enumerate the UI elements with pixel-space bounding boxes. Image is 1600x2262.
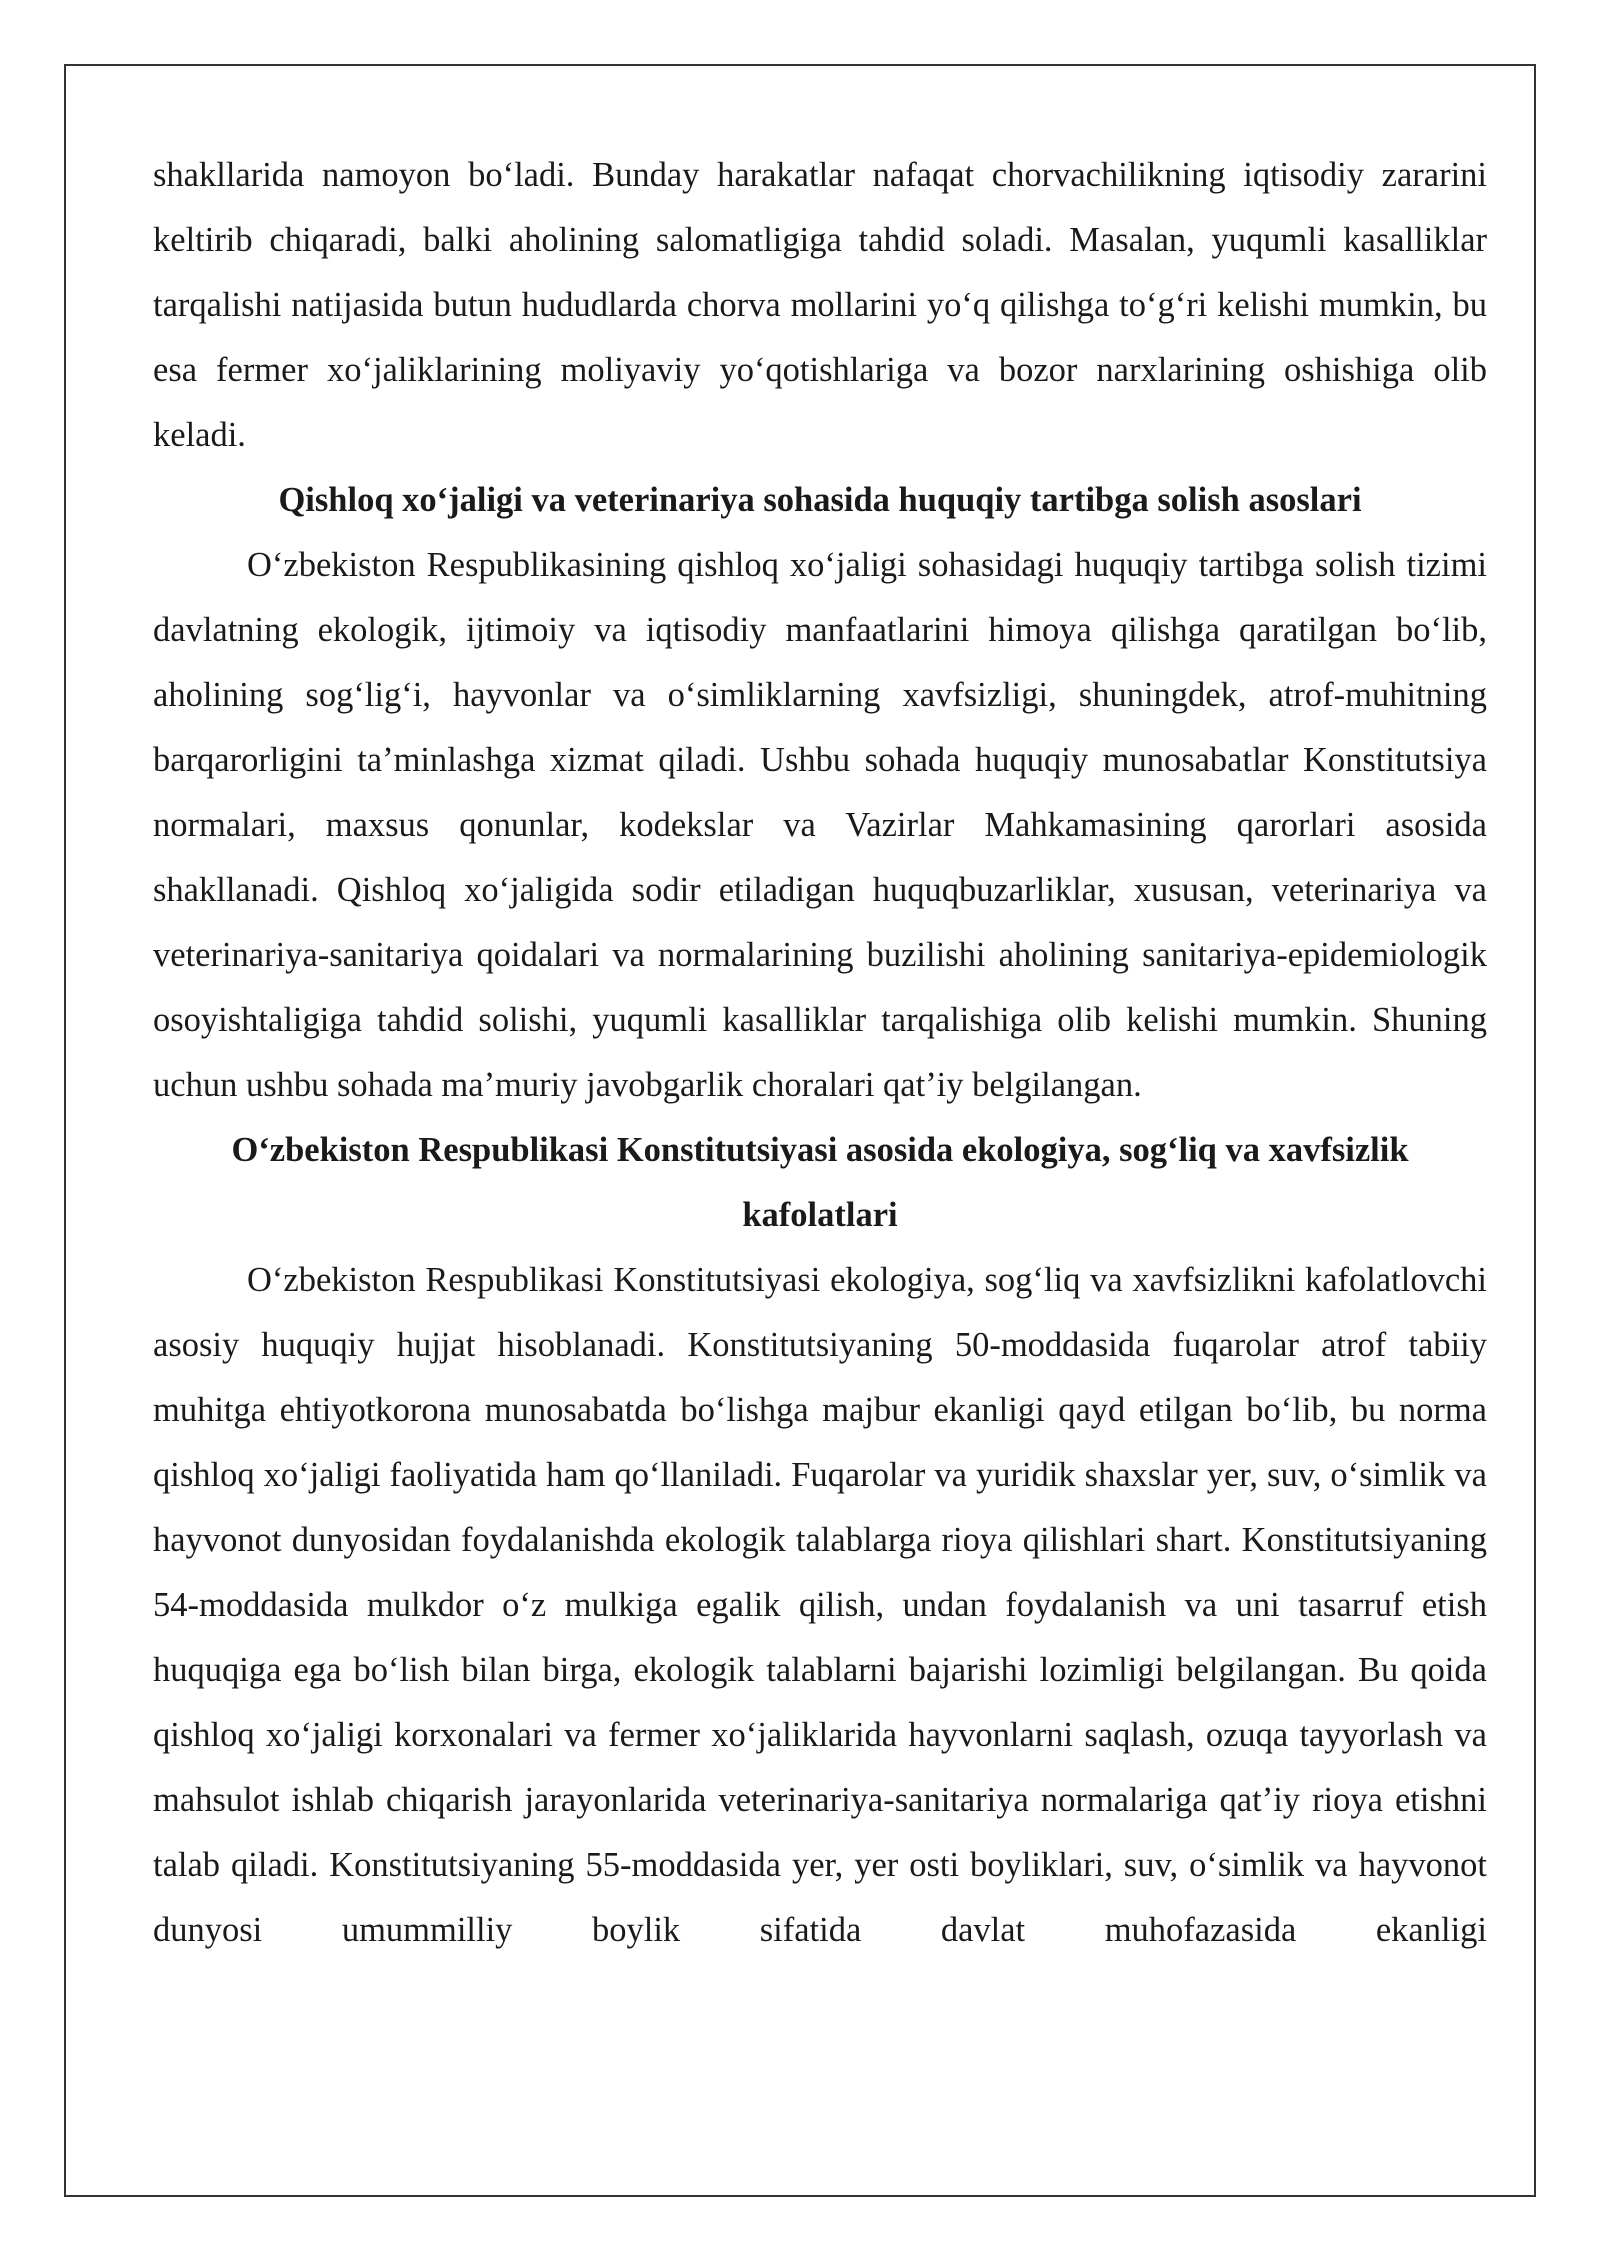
- paragraph-constitution: Oʻzbekiston Respublikasi Konstitutsiyasi ekologiya, sogʻliq va xavfsizlikni kafolatlovchi asosiy huquqiy hujjat hisoblanadi. Konstitutsiyaning 50-moddasida fuqarolar atrof tabiiy muhitga ehtiyotkorona munosabatda boʻlishga majbur ekanligi qayd etilgan boʻlib, bu norma qishloq xoʻjaligi faoliyatida ham qoʻllaniladi. Fuqarolar va yuridik shaxslar yer, suv, oʻsimlik va hayvonot dunyosidan foydalanishda ekologik talablarga rioya qilishlari shart. Konstitutsiyaning 54-moddasida mulkdor oʻz mulkiga egalik qilish, undan foydalanish va uni tasarruf etish huquqiga ega boʻlish bilan birga, ekologik talablarni bajarishi lozimligi belgilangan. Bu qoida qishloq xoʻjaligi korxonalari va fermer xoʻjaliklarida hayvonlarni saqlash, ozuqa tayyorlash va mahsulot ishlab chiqarish jarayonlarida veterinariya-sanitariya normalariga qatʼiy rioya etishni talab qiladi. Konstitutsiyaning 55-moddasida yer, yer osti boyliklari, suv, oʻsimlik va hayvonot dunyosi umummilliy boylik sifatida davlat muhofazasida ekanligi: [153, 1261, 1487, 1949]
- section-heading-legal-regulation: Qishloq xoʻjaligi va veterinariya sohasida huquqiy tartibga solish asoslari: [278, 481, 1362, 519]
- document-body: [153, 143, 1487, 1963]
- paragraph-intro-continuation: shakllarida namoyon boʻladi. Bunday harakatlar nafaqat chorvachilikning iqtisodiy zararini keltirib chiqaradi, balki aholining salomatligiga tahdid soladi. Masalan, yuqumli kasalliklar tarqalishi natijasida butun hududlarda chorva mollarini yoʻq qilishga toʻgʻri kelishi mumkin, bu esa fermer xoʻjaliklarining moliyaviy yoʻqotishlariga va bozor narxlarining oshishiga olib keladi.: [153, 156, 1487, 454]
- section-heading-constitution: Oʻzbekiston Respublikasi Konstitutsiyasi asosida ekologiya, sogʻliq va xavfsizlik kafolatlari: [231, 1131, 1409, 1234]
- paragraph-legal-regulation: Oʻzbekiston Respublikasining qishloq xoʻjaligi sohasidagi huquqiy tartibga solish tizimi davlatning ekologik, ijtimoiy va iqtisodiy manfaatlarini himoya qilishga qaratilgan boʻlib, aholining sogʻligʻi, hayvonlar va oʻsimliklarning xavfsizligi, shuningdek, atrof-muhitning barqarorligini taʼminlashga xizmat qiladi. Ushbu sohada huquqiy munosabatlar Konstitutsiya normalari, maxsus qonunlar, kodekslar va Vazirlar Mahkamasining qarorlari asosida shakllanadi. Qishloq xoʻjaligida sodir etiladigan huquqbuzarliklar, xususan, veterinariya va veterinariya-sanitariya qoidalari va normalarining buzilishi aholining sanitariya-epidemiologik osoyishtaligiga tahdid solishi, yuqumli kasalliklar tarqalishiga olib kelishi mumkin. Shuning uchun ushbu sohada maʼmuriy javobgarlik choralari qatʼiy belgilangan.: [153, 546, 1487, 1104]
